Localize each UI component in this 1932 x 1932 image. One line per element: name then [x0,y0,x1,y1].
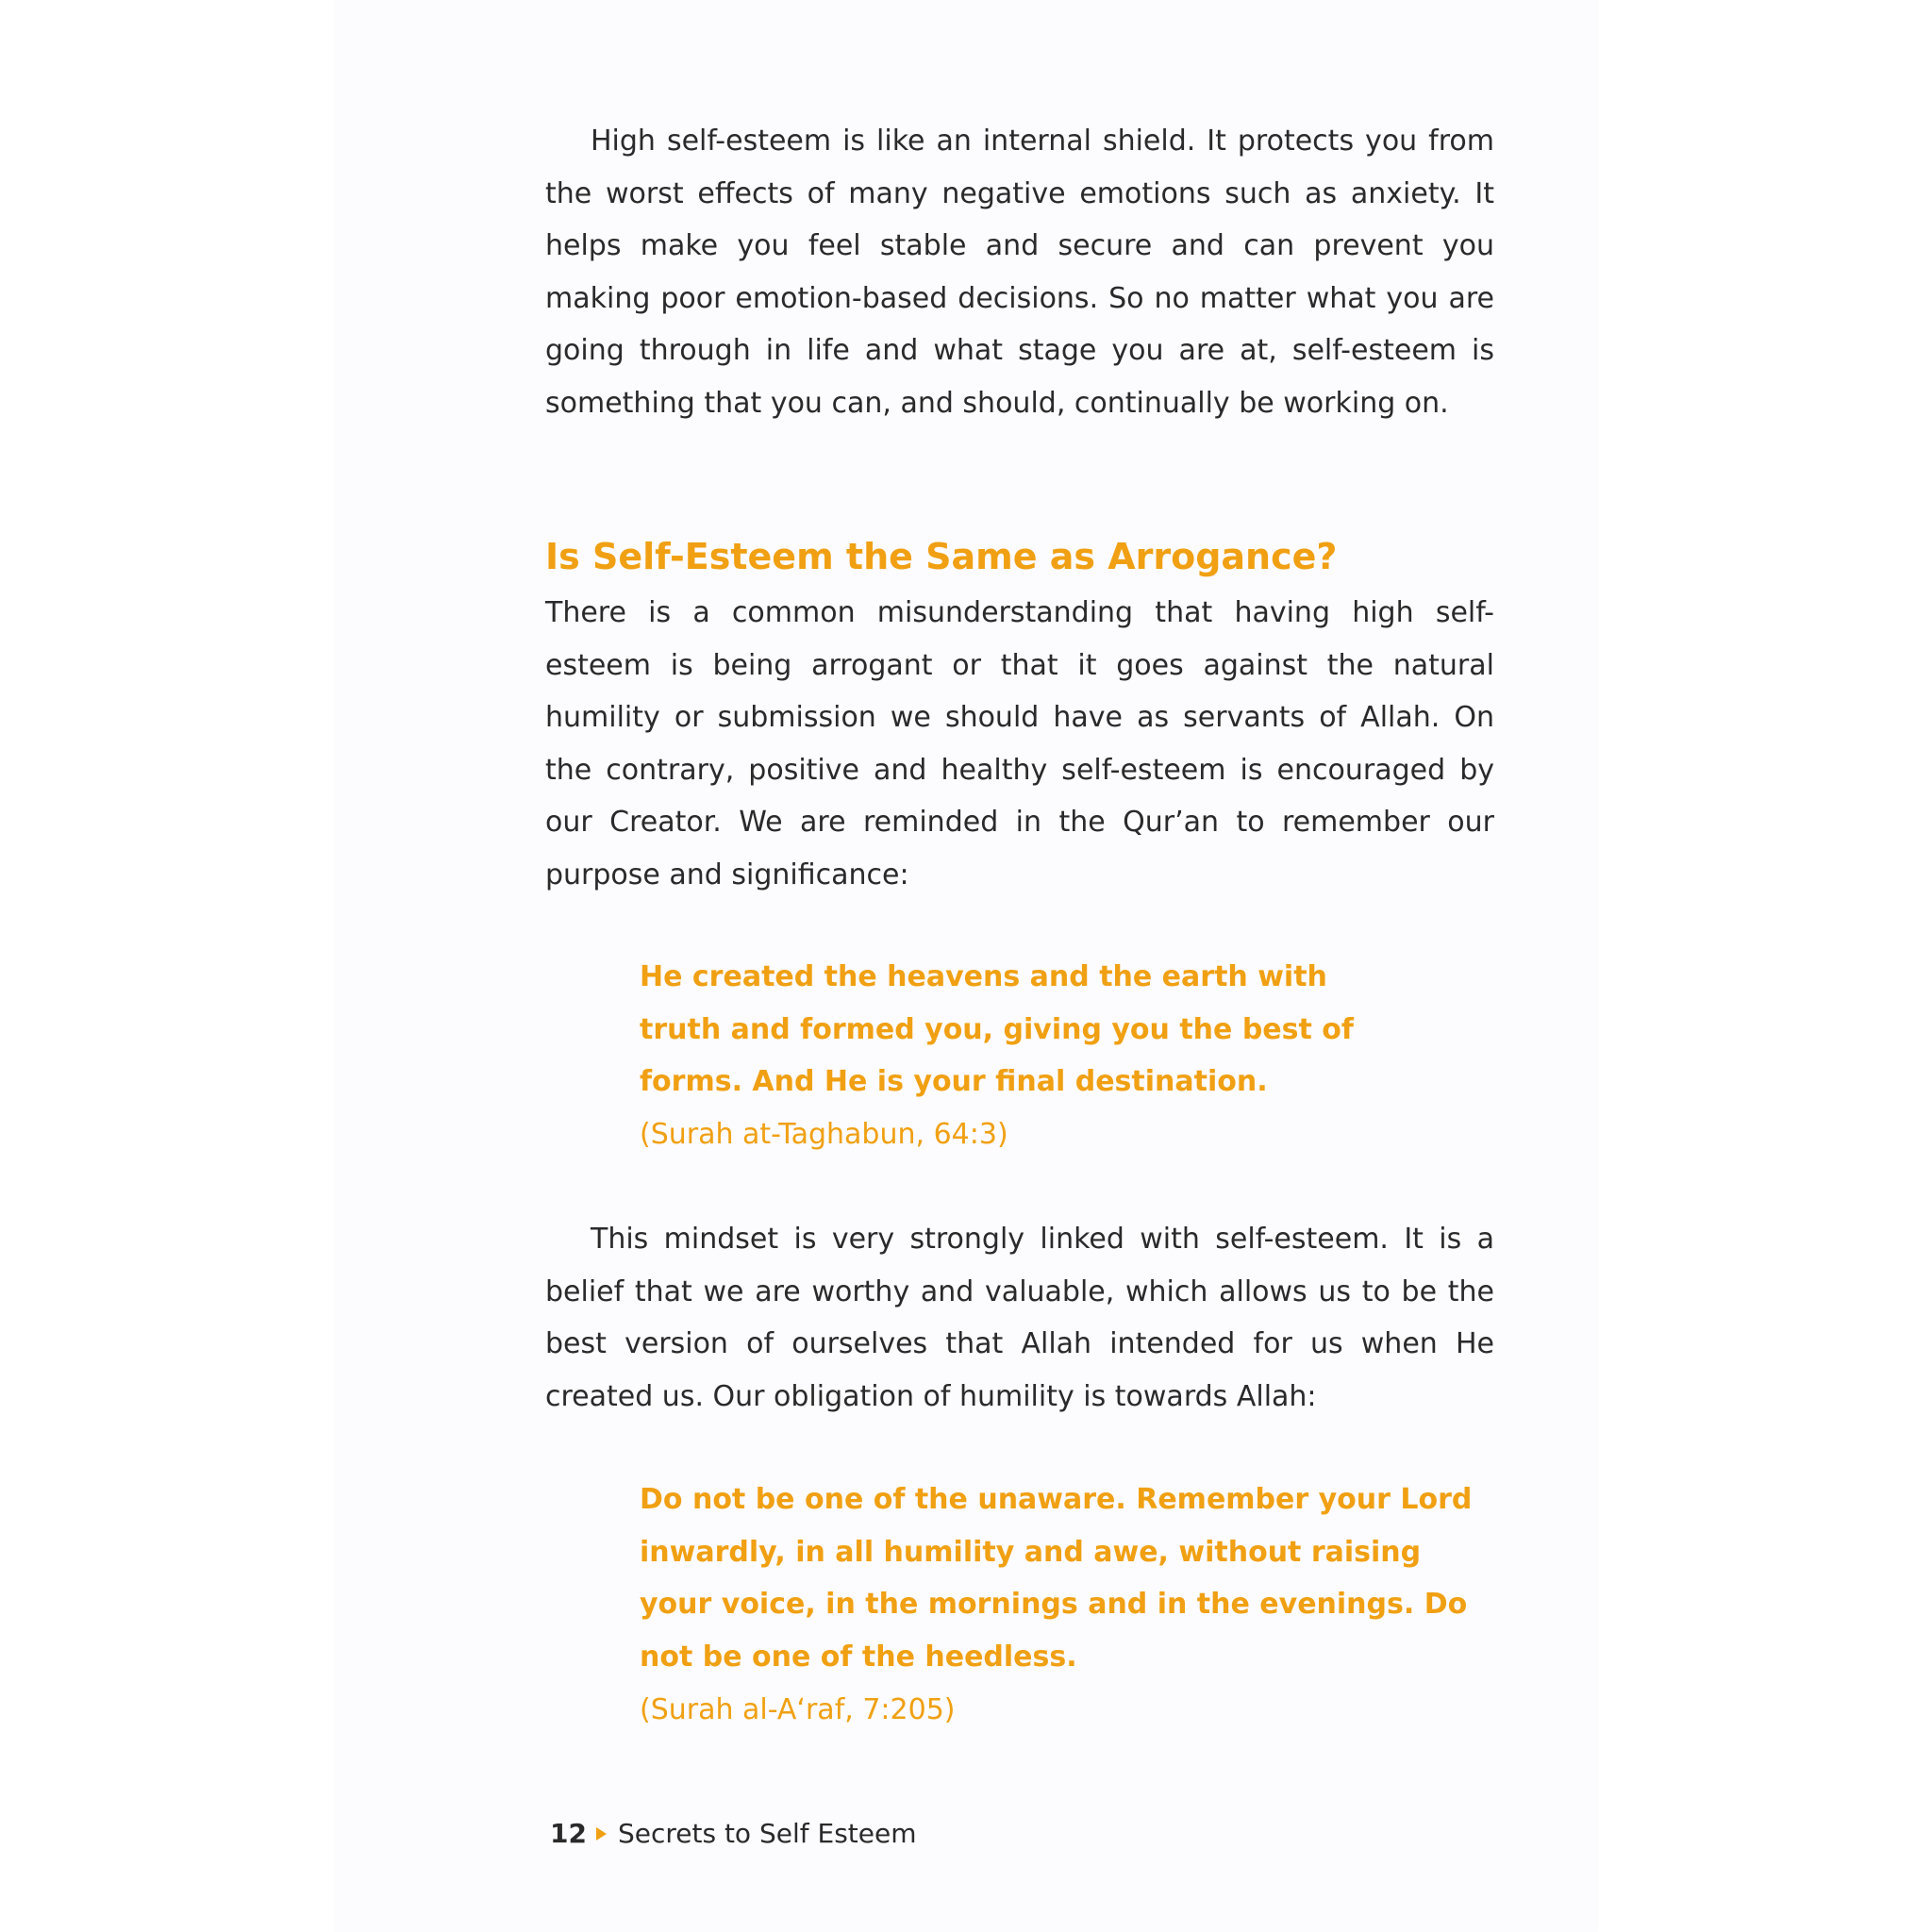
paragraph-internal-shield: High self-esteem is like an internal shield. It protects you from the worst effects of many negative emotions such as anxiety. It helps make you feel stable and secure and can prevent you making poor emotion-based decisions. So no matter what you are going through in life and what stage you are at, self-esteem is something that you can, and should, continually be working on. [545,125,1494,420]
section-heading: Is Self-Esteem the Same as Arrogance? [545,536,1338,577]
paragraph-misunderstanding: There is a common misunderstanding that having high self-esteem is being arrogant or that it goes against the natural humility or submission we should have as servants of Allah. On the contrary, positive and healthy self-esteem is encouraged by our Creator. We are reminded in the Qur’an to remember our purpose and significance: [545,596,1494,891]
quote-2-citation: (Surah al-A‘raf, 7:205) [640,1693,956,1726]
quote-1-citation: (Surah at-Taghabun, 64:3) [640,1118,1008,1151]
book-title: Secrets to Self Esteem [617,1818,917,1849]
paragraph-mindset: This mindset is very strongly linked with self-esteem. It is a belief that we are worthy and valuable, which allows us to be the best version of ourselves that Allah intended for us when He created us. Our obligation of humility is towards Allah: [545,1223,1494,1413]
quran-quote-2: Do not be one of the unaware. Remember your Lord inwardly, in all humility and awe, without raising your voice, in the mornings and in the evenings. Do not be one of the heedless. [640,1483,1473,1674]
page-number: 12 [550,1818,587,1849]
quran-quote-1: He created the heavens and the earth with truth and formed you, giving you the best of forms. And He is your final destination. [640,960,1354,1098]
triangle-arrow-icon [596,1827,607,1840]
page-footer [550,1807,917,1860]
